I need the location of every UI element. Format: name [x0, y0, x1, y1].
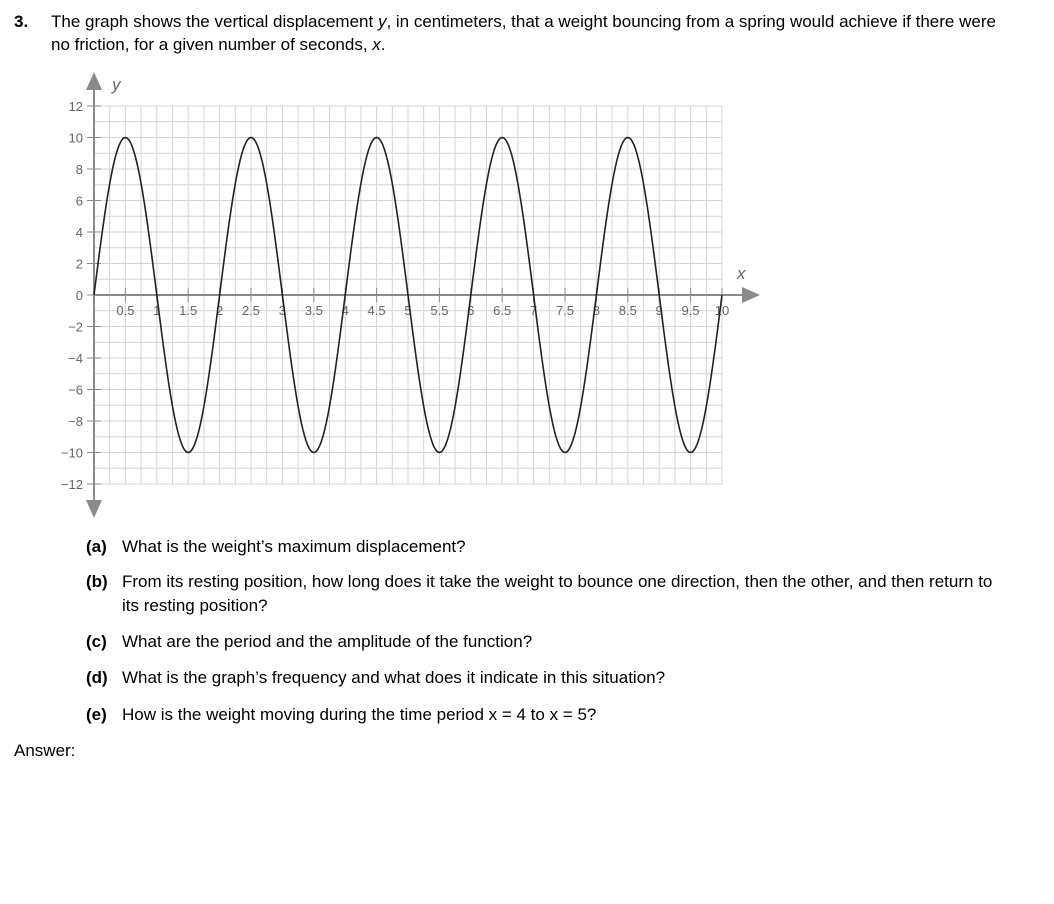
x-tick-label: 2	[215, 303, 224, 318]
x-tick-label: 9	[655, 303, 663, 318]
y-tick-label: −10	[60, 445, 83, 461]
part-a-letter: (a)	[86, 537, 107, 556]
part-c-letter: (c)	[86, 632, 107, 651]
y-tick-label: −12	[60, 477, 83, 492]
x-tick-label: 7	[529, 303, 538, 318]
x-tick-label: 3.5	[304, 303, 323, 318]
x-axis-label: x	[737, 264, 746, 283]
x-tick-label: 6.5	[493, 303, 512, 318]
x-tick-label: 7.5	[555, 303, 575, 318]
x-tick-label: 6	[467, 303, 475, 318]
y-axis-label: y	[112, 75, 121, 94]
part-b-letter: (b)	[86, 572, 108, 591]
part-d-text: What is the graph’s frequency and what does it indicate in this situation?	[122, 668, 666, 687]
y-tick-label: 0	[75, 288, 83, 303]
question-text-part2: , in centimeters, that a weight bouncing from a spring would achieve if there were no friction, for a given number of seconds,	[51, 12, 996, 54]
x-tick-label: 10	[714, 303, 730, 318]
part-c-text: What are the period and the amplitude of the function?	[122, 632, 533, 651]
y-tick-label: −8	[68, 414, 83, 429]
y-axis-down-arrow	[86, 500, 102, 518]
part-b-text: From its resting position, how long does it take the weight to bounce one direction, then the other, and then return to its resting position?	[122, 572, 993, 615]
question-var-y: y	[377, 12, 387, 31]
x-tick-label: 5	[404, 303, 412, 318]
displacement-chart	[0, 66, 790, 526]
y-tick-label: 12	[68, 99, 83, 114]
x-tick-label: 2.5	[241, 303, 261, 318]
part-a-text: What is the weight’s maximum displacement?	[122, 537, 466, 556]
x-tick-label: 3	[278, 303, 287, 318]
y-tick-label: −4	[68, 351, 83, 366]
y-tick-label: 6	[75, 193, 83, 209]
y-tick-label: −6	[68, 382, 83, 398]
question-text-part3: .	[380, 35, 386, 54]
part-e-letter: (e)	[86, 705, 107, 724]
x-tick-label: 0.5	[116, 303, 135, 318]
question-text-part1: The graph shows the vertical displacement	[51, 12, 378, 31]
part-d-letter: (d)	[86, 668, 108, 687]
question-number: 3.	[14, 12, 29, 31]
y-tick-label: 8	[75, 162, 83, 177]
y-tick-label: 4	[75, 225, 83, 240]
y-axis-up-arrow	[86, 72, 102, 90]
x-tick-label: 4	[341, 303, 349, 318]
x-tick-label: 1	[153, 303, 161, 318]
answer-label: Answer:	[14, 741, 76, 760]
question-text	[51, 10, 1011, 56]
question-var-x: x	[372, 35, 381, 54]
y-tick-label: 2	[75, 256, 83, 272]
x-axis-arrow	[742, 287, 760, 303]
x-tick-label: 1.5	[179, 303, 198, 318]
x-tick-label: 5.5	[430, 303, 449, 318]
x-tick-label: 9.5	[681, 303, 700, 318]
x-tick-label: 8	[592, 303, 601, 318]
y-tick-label: −2	[68, 319, 83, 335]
x-tick-label: 4.5	[367, 303, 386, 318]
x-tick-label: 8.5	[618, 303, 637, 318]
y-tick-label: 10	[68, 130, 83, 146]
part-e-text: How is the weight moving during the time period x = 4 to x = 5?	[122, 705, 597, 724]
